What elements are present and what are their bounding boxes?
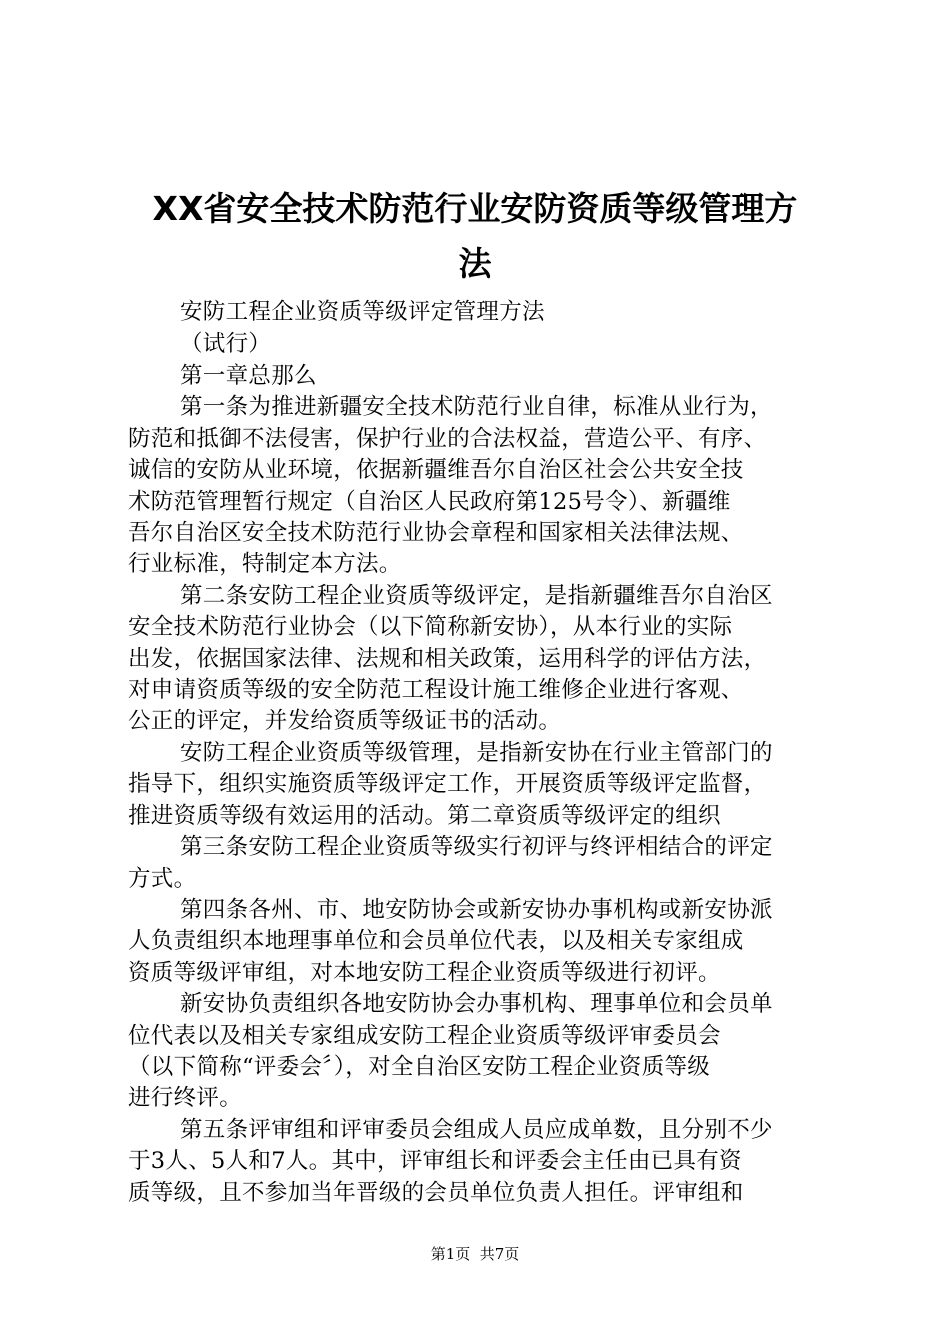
body-line: 防范和抵御不法侵害，保护行业的合法权益，营造公平、有序、 (128, 426, 767, 452)
body-line: 第一章总那么 (180, 363, 317, 389)
body-line: （以下简称“评委会〞），对全自治区安防工程企业资质等级 (128, 1054, 711, 1080)
document-title-line-2: 法 (458, 244, 492, 283)
body-line: 指导下，组织实施资质等级评定工作，开展资质等级评定监督， (128, 771, 767, 797)
body-line: 第三条安防工程企业资质等级实行初评与终评相结合的评定 (180, 834, 773, 860)
body-line: 于3人、5人和7人。其中，评审组长和评委会主任由已具有资 (128, 1148, 742, 1174)
body-line: 推进资质等级有效运用的活动。第二章资质等级评定的组织 (128, 803, 721, 829)
body-line: 人负责组织本地理事单位和会员单位代表，以及相关专家组成 (128, 928, 744, 954)
body-line: 出发，依据国家法律、法规和相关政策，运用科学的评估方法， (128, 646, 767, 672)
body-line: 安防工程企业资质等级管理，是指新安协在行业主管部门的 (180, 740, 773, 766)
body-line: 第一条为推进新疆安全技术防范行业自律，标准从业行为， (180, 394, 773, 420)
body-line: 吾尔自治区安全技术防范行业协会章程和国家相关法律法规、 (128, 520, 744, 546)
body-line: 安全技术防范行业协会（以下简称新安协），从本行业的实际 (128, 614, 733, 640)
body-line: 公正的评定，并发给资质等级证书的活动。 (128, 708, 562, 734)
body-line: （试行） (180, 331, 272, 357)
body-line: 术防范管理暂行规定（自治区人民政府第125号令）、新疆维 (128, 489, 731, 515)
body-line: 安防工程企业资质等级评定管理方法 (180, 299, 545, 325)
body-line: 进行终评。 (128, 1085, 243, 1111)
body-line: 方式。 (128, 866, 197, 892)
body-line: 位代表以及相关专家组成安防工程企业资质等级评审委员会 (128, 1023, 721, 1049)
page-number-footer: 第1页 共7页 (430, 1245, 520, 1263)
body-line: 第二条安防工程企业资质等级评定，是指新疆维吾尔自治区 (180, 583, 773, 609)
body-line: 诚信的安防从业环境，依据新疆维吾尔自治区社会公共安全技 (128, 457, 744, 483)
body-line: 资质等级评审组，对本地安防工程企业资质等级进行初评。 (128, 960, 721, 986)
body-line: 第五条评审组和评审委员会组成人员应成单数，且分别不少 (180, 1117, 773, 1143)
body-line: 第四条各州、市、地安防协会或新安协办事机构或新安协派 (180, 897, 773, 923)
body-line: 行业标准，特制定本方法。 (128, 551, 402, 577)
body-line: 质等级，且不参加当年晋级的会员单位负责人担任。评审组和 (128, 1180, 744, 1206)
body-line: 对申请资质等级的安全防范工程设计施工维修企业进行客观、 (128, 677, 744, 703)
document-title-line-1: XX省安全技术防范行业安防资质等级管理方 (152, 189, 798, 228)
body-line: 新安协负责组织各地安防协会办事机构、理事单位和会员单 (180, 991, 773, 1017)
